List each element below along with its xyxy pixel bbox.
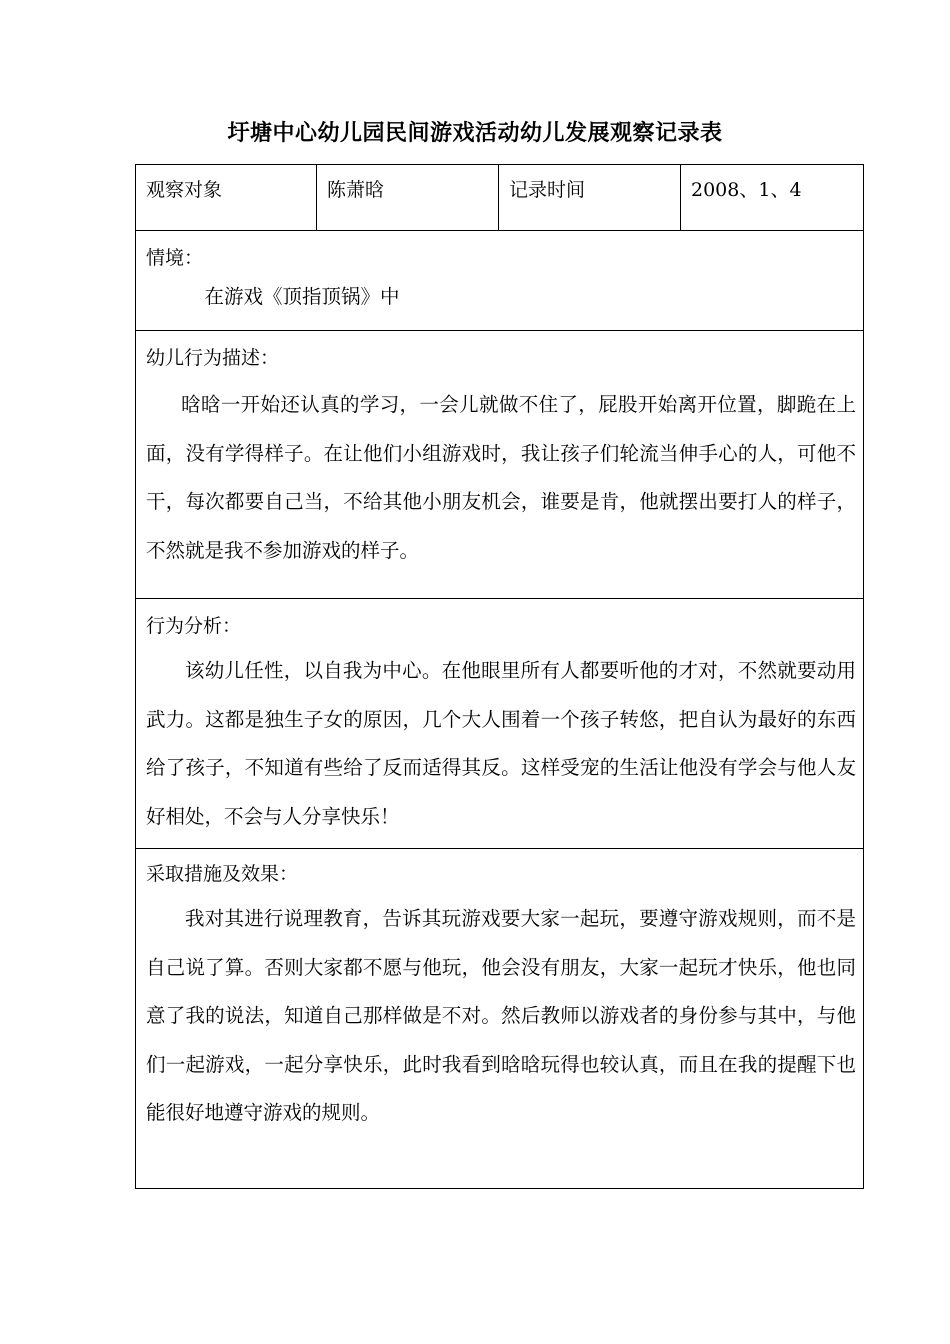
analysis-label: 行为分析：	[146, 615, 242, 637]
measures-text: 我对其进行说理教育，告诉其玩游戏要大家一起玩，要遵守游戏规则，而不是自己说了算。否则大家都不愿与他玩，他会没有朋友，大家一起玩才快乐，他也同意了我的说法，知道自己那样做是不对。然后教师以游戏者的身份参与其中，与他们一起游戏，一起分享快乐，此时我看到晗晗玩得也较认真，而且在我的提醒下也能很好地遵守游戏的规则。	[146, 907, 856, 1124]
subject-label: 观察对象	[136, 165, 317, 230]
analysis-section	[136, 599, 863, 849]
header-row	[136, 165, 863, 231]
record-time-label: 记录时间	[499, 165, 681, 230]
observation-table	[135, 164, 864, 1189]
record-time-value: 2008、1、4	[691, 179, 802, 201]
subject-value: 陈萧晗	[317, 165, 499, 230]
scene-section	[136, 231, 863, 331]
analysis-text: 该幼儿任性，以自我为中心。在他眼里所有人都要听他的才对，不然就要动用武力。这都是独生子女的原因，几个大人围着一个孩子转悠，把自认为最好的东西给了孩子，不知道有些给了反而适得其反。这样受宠的生活让他没有学会与他人友好相处，不会与人分享快乐！	[146, 659, 856, 828]
behavior-label: 幼儿行为描述：	[146, 347, 280, 369]
behavior-section	[136, 331, 863, 599]
measures-section	[136, 849, 863, 1188]
document-title: 圩塘中心幼儿园民间游戏活动幼儿发展观察记录表	[227, 121, 723, 146]
measures-label: 采取措施及效果：	[146, 863, 299, 885]
scene-label: 情境：	[146, 247, 204, 269]
behavior-text: 晗晗一开始还认真的学习，一会儿就做不住了，屁股开始离开位置，脚跪在上面，没有学得样子。在让他们小组游戏时，我让孩子们轮流当伸手心的人，可他不干，每次都要自己当，不给其他小朋友机会，谁要是肯，他就摆出要打人的样子，不然就是我不参加游戏的样子。	[146, 393, 856, 562]
scene-text: 在游戏《顶指顶锅》中	[204, 285, 400, 308]
